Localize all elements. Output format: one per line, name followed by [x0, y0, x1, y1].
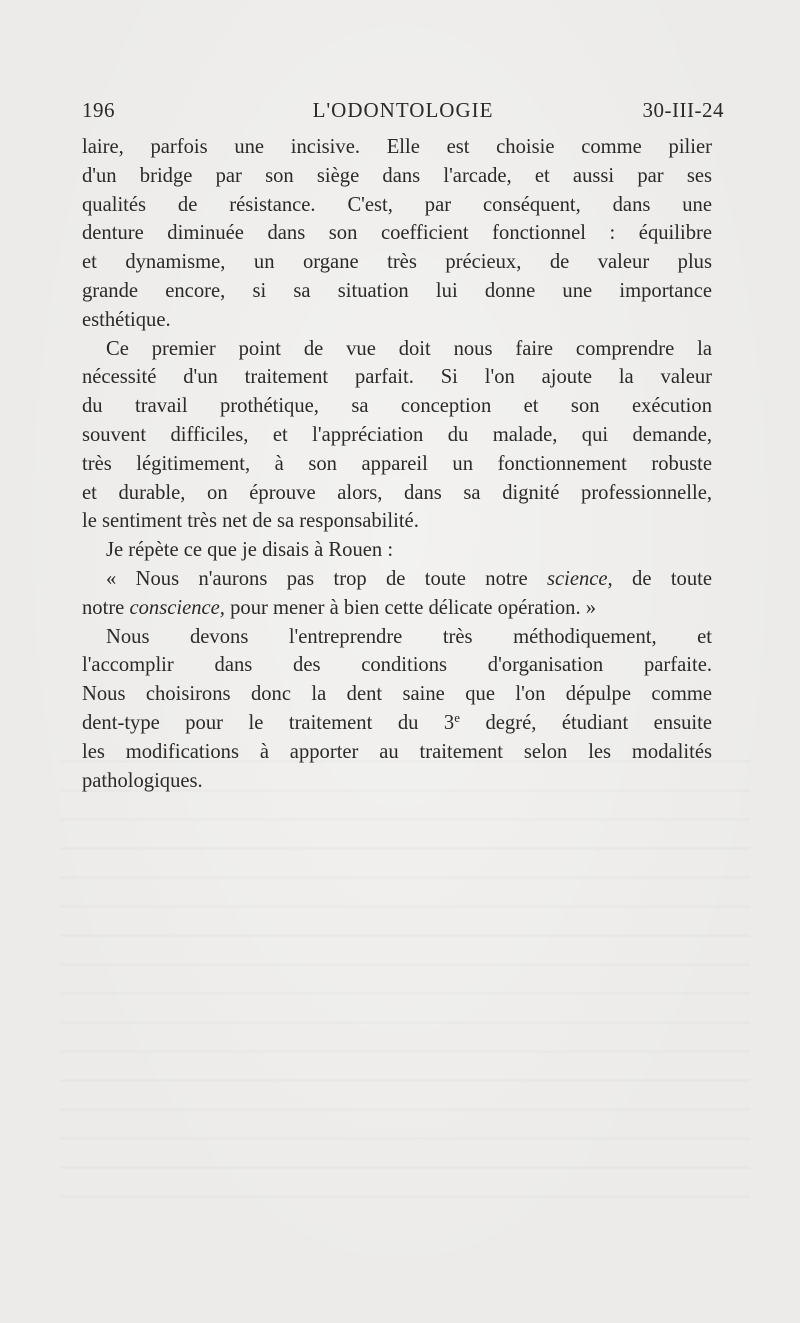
text-line: grande encore, si sa situation lui donne une importance — [82, 279, 712, 302]
text-line: l'accomplir dans des conditions d'organisation parfaite. — [82, 654, 712, 677]
page-number: 196 — [82, 98, 115, 122]
text-fragment: degré, étudiant ensuite — [459, 711, 712, 734]
text-line: du travail prothétique, sa conception et son exécution — [82, 395, 712, 418]
quote-line — [82, 594, 712, 623]
text-line: Je répète ce que je disais à Rouen : — [106, 539, 394, 562]
text-line: Nous choisirons donc la dent saine que l'on dépulpe comme — [82, 683, 712, 706]
body-text — [82, 133, 712, 795]
quote-text: de toute — [612, 567, 712, 590]
text-line: le sentiment très net de sa responsabilité. — [82, 510, 419, 533]
issue-date: 30-III-24 — [642, 98, 724, 122]
text-fragment: dent-type pour le traitement du 3 — [82, 711, 455, 734]
journal-title: L'ODONTOLOGIE — [312, 98, 494, 122]
degree-superscript: e — [454, 709, 460, 725]
text-line: qualités de résistance. C'est, par conséquent, dans une — [82, 193, 712, 216]
text-line: pathologiques. — [82, 769, 203, 792]
text-line: les modifications à apporter au traitement selon les modalités — [82, 740, 712, 763]
text-line: Ce premier point de vue doit nous faire comprendre la — [106, 337, 712, 360]
text-line: d'un bridge par son siège dans l'arcade, et aussi par ses — [82, 164, 712, 187]
text-line: très légitimement, à son appareil un fonctionnement robuste — [82, 452, 712, 475]
quote-emphasis: conscience, — [129, 596, 225, 619]
text-line: denture diminuée dans son coefficient fonctionnel : équilibre — [82, 222, 712, 245]
quote-text: pour mener à bien cette délicate opération. » — [224, 596, 597, 619]
text-line: laire, parfois une incisive. Elle est choisie comme pilier — [82, 136, 712, 158]
show-through-texture — [60, 760, 750, 1220]
running-head — [82, 98, 724, 128]
quote-line — [82, 565, 712, 594]
text-line: Nous devons l'entreprendre très méthodiquement, et — [106, 625, 712, 648]
quote-emphasis: science, — [546, 567, 613, 590]
quote-text: notre — [82, 596, 130, 619]
text-line: souvent difficiles, et l'appréciation du malade, qui demande, — [82, 423, 712, 446]
quote-text: « Nous n'aurons pas trop de toute notre — [106, 567, 547, 590]
text-line: et durable, on éprouve alors, dans sa dignité professionnelle, — [82, 481, 712, 504]
text-line: et dynamisme, un organe très précieux, de valeur plus — [82, 251, 712, 274]
text-line: nécessité d'un traitement parfait. Si l'on ajoute la valeur — [82, 366, 712, 389]
text-line: esthétique. — [82, 308, 171, 331]
text-line — [82, 709, 712, 738]
